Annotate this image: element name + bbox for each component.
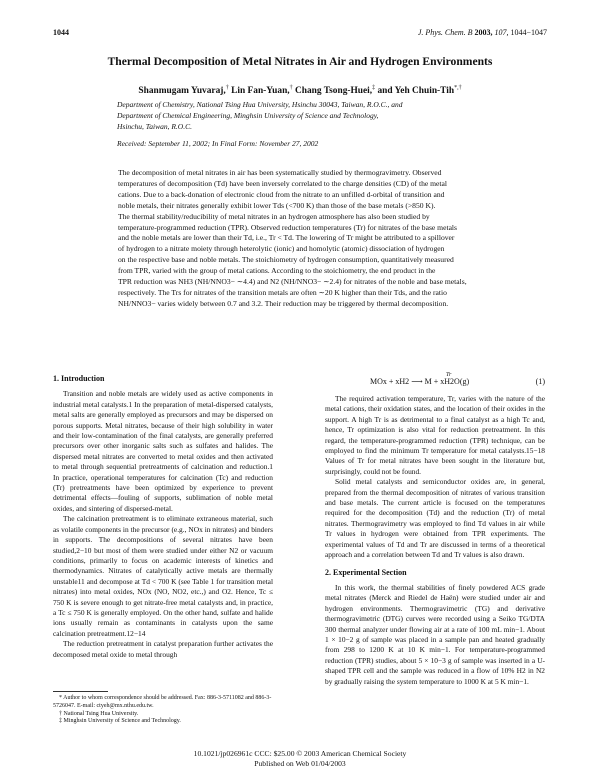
- author-3: Chang Tsong-Huei,: [292, 86, 373, 97]
- equation-arrow-label: Tr: [446, 372, 452, 378]
- footnote-correspondence: * Author to whom correspondence should be addressed. Fax: 886-3-5711082 and 886-3-5726047. E-mail: ctyeh@mx.nthu.edu.tw.: [53, 695, 272, 709]
- right-paragraph-1: The required activation temperature, Tr, varies with the nature of the metal cations, their oxidation states, and the location of their oxides in the support. A high Tr is as detrimental to a final catalyst as a high Tc and, hence, Tr optimization is also vital for reduction pretreatment. In this regard, the temperature-programmed reduction (TPR) technique, can be employed to find the minimum Tr temperature for metal catalysts.15−18 Values of Tr for metal nitrates have been sought in the literature but, surprisingly, could not be found.: [325, 394, 545, 476]
- publication-date: Published on Web 01/04/2003: [254, 759, 346, 768]
- left-column: [53, 374, 273, 660]
- equation-rhs: M + xH2O(g): [424, 377, 470, 386]
- journal-pages: 1044−1047: [510, 28, 547, 37]
- journal-citation: [418, 28, 547, 37]
- article-title: Thermal Decomposition of Metal Nitrates in Air and Hydrogen Environments: [107, 55, 493, 68]
- right-paragraph-2: Solid metal catalysts and semiconductor oxides are, in general, prepared from the thermal decomposition of nitrates of various transition and base metals. The current article is focused on the temperatures required for the decomposition (Td) and the reduction (Tr) of metal nitrates. Thermogravimetry was employed to find Td values in air while Tr values in hydrogen were obtained from TPR experiments. The experimental values of Td and Tr are discussed in terms of a theoretical approach and a correlation between Td and Tr values is also drawn.: [325, 477, 545, 560]
- section-heading-introduction: 1. Introduction: [53, 374, 105, 383]
- author-1-mark: †: [225, 85, 229, 91]
- running-header: [0, 28, 600, 40]
- affiliation-line-2: Department of Chemical Engineering, Minghsin University of Science and Technology,: [117, 111, 379, 120]
- author-4-mark: *,†: [454, 85, 462, 91]
- footnote-affiliation-2: ‡ Minghsin University of Science and Technology.: [59, 718, 181, 725]
- author-list: [0, 85, 600, 96]
- abstract: The decomposition of metal nitrates in air has been systematically studied by thermogravimetry. Observed temperatures of decomposition (Td) have been inversely correlated to the charge densities (CD) of the metal cations. Due to a back-donation of electronic cloud from the nitrate to an unfilled d-orbital of transition and noble metals, their nitrates generally exhibit lower Tds (<700 K) than those of the base metals (>850 K). The thermal stability/reducibility of metal nitrates in an hydrogen atmosphere has also been studied by temperature-programmed reduction (TPR). Observed reduction temperatures (Tr) for nitrates of the base metals and the noble metals are lower than their Td, i.e., Tr < Td. The lowering of Tr might be attributed to a spillover of hydrogen to a nitrate moiety through heterolytic (ionic) and homolytic (atomic) dissociation of hydrogen on the respective base and noble metals. The stoichiometry of hydrogen consumption, quantitatively measured from TPR, varied with the group of metal cations. According to the stoichiometry, the end product in the TPR reduction was NH3 (NH/NNO3− ∼4.4) and N2 (NH/NNO3− ∼2.4) for nitrates of the noble and base metals, respectively. The Trs for nitrates of the transition metals are often ∼20 K higher than their Tds, and the ratio NH/NNO3− varies widely between 0.7 and 3.2. Their reduction may be triggered by thermal decomposition.: [118, 168, 467, 308]
- footnote-affiliation-1: † National Tsing Hua University.: [59, 710, 139, 717]
- author-2: Lin Fan-Yuan,: [228, 86, 290, 97]
- intro-paragraph-3: The reduction pretreatment in catalyst preparation further activates the decomposed metal oxide to metal through: [53, 639, 273, 659]
- page-number: 1044: [53, 28, 69, 37]
- reaction-arrow-icon: ⟶: [411, 377, 423, 386]
- equation-lhs: MOx + xH2: [370, 377, 410, 386]
- journal-name: J. Phys. Chem. B: [417, 28, 473, 37]
- journal-year: 2003,: [474, 28, 493, 37]
- intro-paragraph-1: Transition and noble metals are widely used as active components in industrial metal catalysts.1 In the preparation of metal-dispersed catalysts, metal salts are generally employed as precursors and may be dispersed on porous supports. Metal nitrates, because of their high solubility in water and their low-contamination of the final catalysts, are generally preferred precursors over other inorganic salts such as sulfates and halides. The dispersed metal nitrates are converted to metal oxides and then activated to metal through sequential pretreatments of calcination and reduction.1 In practice, operational temperatures for calcination (Tc) and reduction (Tr) pretreatments have been optimized by experience to prevent detrimental effects—fouling of supports, sublimation of noble metal oxides, and sintering of dispersed-metal.: [53, 389, 273, 513]
- affiliation-line-3: Hsinchu, Taiwan, R.O.C.: [117, 122, 192, 131]
- author-4: and Yeh Chuin-Tih: [375, 86, 455, 97]
- experimental-paragraph-1: In this work, the thermal stabilities of finely powdered ACS grade metal nitrates (Merck and Riedel de Haën) were studied under air and hydrogen environments. Thermogravimetric (TG) and derivative thermogravimetric (DTG) curves were recorded using a Seiko TG/DTA 300 thermal analyzer under flowing air at a rate of 100 mL min−1. About 1 × 10−2 g of sample was placed in a sample pan and heated gradually from 298 to 1200 K at 10 K min−1. For temperature-programmed reduction (TPR) studies, about 5 × 10−3 g of sample was inserted in a U-shaped TPR cell and the sample was reduced in a flow of 10% H2 in N2 by gradually raising the system temperature to 1000 K at 5 K min−1.: [325, 582, 545, 686]
- doi-copyright-line: 10.1021/jp026961c CCC: $25.00 © 2003 American Chemical Society: [193, 749, 407, 758]
- journal-volume: 107,: [494, 28, 509, 37]
- equation-1: [325, 374, 545, 394]
- received-dates: Received: September 11, 2002; In Final Form: November 27, 2002: [117, 139, 319, 148]
- section-heading-experimental: 2. Experimental Section: [325, 567, 407, 577]
- footnotes: [53, 691, 273, 726]
- right-column: [325, 374, 545, 687]
- author-2-mark: †: [289, 85, 293, 91]
- author-3-mark: ‡: [372, 85, 376, 91]
- equation-number: (1): [535, 377, 545, 386]
- page-footer: [0, 749, 600, 769]
- author-1: Shanmugam Yuvaraj,: [138, 86, 226, 97]
- intro-paragraph-2: The calcination pretreatment is to eliminate extraneous material, such as volatile components in the precursor (e.g., NOx in nitrates) and binders in supports. The decompositions of several nitrates have been studied,2−10 but most of them were studied under either N2 or vacuum conditions, primarily to focus on academic interests of kinetics and thermodynamics. Nitrates of catalytically active metals are thermally unstable11 and decompose at Td < 700 K (see Table 1 for transition metal nitrates) into metal oxides, NOx (NO, NO2, etc.,) and O2. Hence, Tc ≤ 750 K is severe enough to get nitrate-free metal catalysts and, in practice, a Tc ≤ 750 K is generally employed. On the other hand, sulfate and halide ions usually remain as contaminants in catalysts upon the same calcination pretreatment.12−14: [53, 514, 273, 638]
- footnote-rule: [53, 691, 108, 692]
- affiliation-line-1: Department of Chemistry, National Tsing Hua University, Hsinchu 30043, Taiwan, R.O.C., and: [117, 100, 403, 109]
